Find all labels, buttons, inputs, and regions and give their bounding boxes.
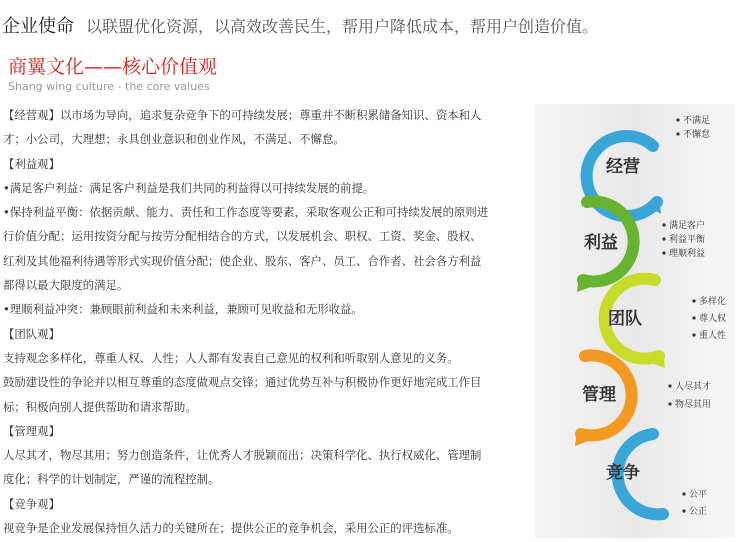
bullet-dot [676, 118, 679, 121]
content-line: •理顺利益冲突：兼顾眼前利益和未来利益，兼顾可见收益和无形收益。 [3, 302, 363, 317]
stage-bullet: 不满足 [683, 116, 711, 126]
bullet-dot [682, 509, 685, 512]
mission-text: 以联盟优化资源，以高效改善民生，帮用户降低成本，帮用户创造价值。 [86, 17, 599, 36]
content-line: 都得以最大限度的满足。 [3, 278, 129, 293]
stage-bullet: 物尽其用 [675, 400, 712, 410]
bullet-dot [662, 223, 665, 226]
stage-name: 利益 [584, 233, 618, 253]
mission-statement [2, 12, 738, 38]
content-line: 【竞争观】 [3, 496, 60, 511]
bullet-dot [676, 132, 679, 135]
content-line: 度化；科学的计划制定，严谨的流程控制。 [3, 472, 220, 487]
bullet-dot [682, 492, 685, 495]
values-content [3, 103, 518, 540]
culture-title: 商翼文化——核心价值观 [8, 56, 218, 78]
content-line: 视竞争是企业发展保持恒久活力的关键所在；提供公正的竞争机会，采用公正的评选标准。 [3, 521, 459, 536]
content-line: 支持观念多样化，尊重人权、人性；人人都有发表自己意见的权利和听取别人意见的义务。 [3, 350, 459, 365]
stage-bullet: 满足客户 [669, 221, 706, 231]
diagram-svg [535, 104, 735, 538]
content-line: 【经营观】以市场为导向，追求复杂竞争下的可持续发展；尊重并不断积累储备知识、资本和人 [3, 108, 482, 122]
content-line: 才；小公司，大理想；永具创业意识和创业作风，不满足、不懈怠。 [3, 132, 345, 147]
bullet-dot [692, 299, 695, 302]
bullet-dot [668, 384, 671, 387]
stage-bullet: 理顺利益 [669, 249, 706, 259]
stage-bullet: 人尽其才 [675, 382, 712, 392]
stage-name: 管理 [582, 385, 616, 405]
stage-bullet: 尊人权 [699, 314, 727, 324]
content-line: 人尽其才，物尽其用；努力创造条件，让优秀人才脱颖而出；决策科学化、执行权威化、管理制 [3, 448, 482, 463]
content-line: 标；积极向别人提供帮助和请求帮助。 [3, 399, 197, 414]
content-line: 【利益观】 [3, 156, 60, 171]
bullet-dot [692, 316, 695, 319]
mission-title: 企业使命 [2, 16, 74, 37]
stage-bullet: 多样化 [699, 297, 727, 307]
bullet-dot [662, 251, 665, 254]
content-line: 鼓励建设性的争论并以相互尊重的态度做观点交锋；通过优势互补与积极协作更好地完成工作目 [3, 375, 482, 390]
content-line: •保持利益平衡：依据贡献、能力、责任和工作态度等要素，采取客观公正和可持续发展的原则进 [3, 205, 489, 220]
content-line: •满足客户利益：满足客户利益是我们共同的利益得以可持续发展的前提。 [3, 180, 375, 195]
content-line: 【管理观】 [3, 423, 60, 438]
stage-bullet: 利益平衡 [669, 235, 706, 245]
stage-bullet: 不懈怠 [683, 130, 711, 140]
bullet-dot [668, 402, 671, 405]
stage-name: 经营 [606, 157, 640, 177]
stage-name: 团队 [608, 309, 642, 329]
stage-bullet: 重人性 [699, 331, 727, 341]
content-line: 红利及其他福利待遇等形式实现价值分配；使企业、股东、客户、员工、合作者、社会各方利益 [3, 253, 482, 268]
content-line: 行价值分配；运用按资分配与按劳分配相结合的方式，以发展机会、职权、工资、奖金、股权、 [3, 229, 482, 244]
core-values-diagram [535, 104, 735, 538]
bullet-dot [692, 333, 695, 336]
stage-bullet: 公平 [689, 490, 708, 500]
bullet-dot [662, 237, 665, 240]
stage-bullet: 公正 [689, 507, 708, 517]
culture-subtitle: Shang wing culture - the core values [8, 80, 210, 93]
stage-name: 竞争 [606, 463, 640, 483]
content-line: 【团队观】 [3, 326, 60, 341]
